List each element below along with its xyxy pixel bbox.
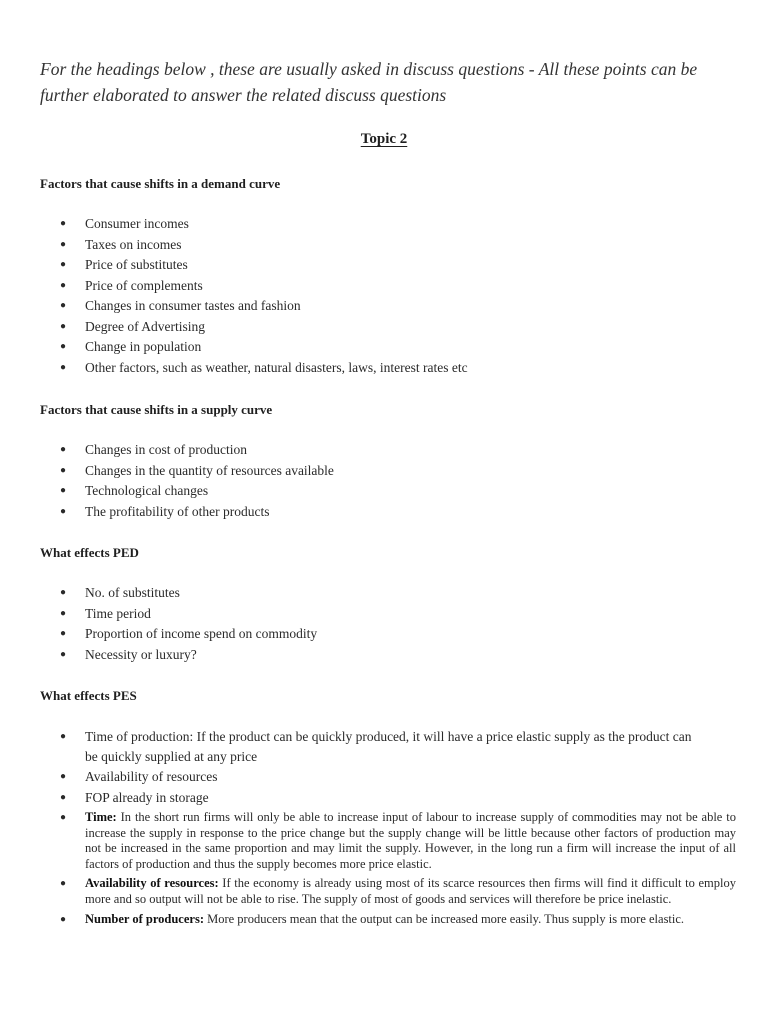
list-item: ● Price of substitutes (0, 255, 740, 276)
bullet-icon: ● (60, 238, 67, 250)
bullet-icon: ● (60, 913, 67, 925)
supply-factors-list (0, 440, 740, 522)
demand-factors-list (0, 214, 740, 378)
bullet-icon: ● (60, 279, 67, 291)
list-item: ● Proportion of income spend on commodity (0, 624, 740, 645)
list-item: ● Availability of resources (0, 767, 740, 788)
bullet-icon: ● (60, 300, 67, 311)
term-label: Number of producers: (85, 911, 204, 926)
ped-factors-list (0, 583, 740, 665)
bullet-icon: ● (60, 607, 67, 619)
list-item: ● The profitability of other products (0, 502, 740, 523)
term-label: Availability of resources: (85, 876, 219, 891)
supply-heading: Factors that cause shifts in a supply curve (40, 402, 273, 417)
term-label: Time: (85, 810, 117, 824)
list-item: ● Price of complements (0, 276, 740, 297)
pes-heading: What effects PES (40, 688, 137, 703)
demand-heading: Factors that cause shifts in a demand curve (40, 176, 281, 191)
list-item: ● FOP already in storage (0, 788, 740, 809)
bullet-icon: ● (60, 341, 67, 352)
list-item: ● Time of production: If the product can be quickly produced, it will have a price elastic supply as the product can be quickly supplied at any price (60, 729, 692, 764)
list-item: ● Other factors, such as weather, natural disasters, laws, interest rates etc (0, 358, 740, 379)
bullet-icon: ● (60, 878, 67, 890)
bullet-icon: ● (60, 464, 67, 476)
list-item: ● Changes in cost of production (0, 440, 740, 461)
bullet-icon: ● (60, 259, 67, 270)
list-item-producers: ● Number of producers: More producers mean that the output can be increased more easily. Thus supply is more elastic. (60, 911, 685, 926)
intro-paragraph: For the headings below , these are usually asked in discuss questions - All these points can be further elaborated to answer the related discuss questions (40, 59, 698, 105)
list-item: ● Changes in the quantity of resources available (0, 461, 740, 482)
bullet-icon: ● (60, 320, 67, 332)
bullet-icon: ● (60, 731, 67, 742)
bullet-icon: ● (60, 628, 67, 639)
list-item: ● Taxes on incomes (0, 235, 740, 256)
pes-factors-list (0, 727, 740, 927)
list-item-availability: ● Availability of resources: If the economy is already using most of its scarce resources then firms will find it difficult to employ more and so output will not be able to rise. The supply of most of goods and services will therefore be price inelastic. (60, 876, 737, 906)
bullet-icon: ● (60, 771, 67, 782)
list-item: ● Necessity or luxury? (0, 645, 740, 666)
bullet-icon: ● (60, 218, 67, 229)
list-item-time: ● Time: In the short run firms will only be able to increase input of labour to increase supply of commodities may not be able to increase the supply in response to the price change but the supply change will be little because other factors of production may not be increased in the same proportion and may limit the supply. However, in the long run a firm will increase the input of all factors of production and thus the supply becomes more price elastic. (60, 810, 736, 871)
bullet-icon: ● (60, 587, 67, 598)
topic-title: Topic 2 (360, 131, 408, 147)
bullet-icon: ● (60, 812, 67, 823)
bullet-icon: ● (60, 361, 67, 373)
bullet-icon: ● (60, 791, 67, 803)
list-item: ● Technological changes (0, 481, 740, 502)
bullet-icon: ● (60, 648, 67, 660)
ped-heading: What effects PED (40, 545, 139, 560)
list-item: ● No. of substitutes (0, 583, 740, 604)
list-item: ● Degree of Advertising (0, 317, 740, 338)
list-item: ● Consumer incomes (0, 214, 740, 235)
bullet-icon: ● (60, 485, 67, 496)
bullet-icon: ● (60, 505, 67, 517)
bullet-icon: ● (60, 444, 67, 455)
list-item: ● Changes in consumer tastes and fashion (0, 296, 740, 317)
list-item: ● Change in population (0, 337, 740, 358)
list-item: ● Time period (0, 604, 740, 625)
